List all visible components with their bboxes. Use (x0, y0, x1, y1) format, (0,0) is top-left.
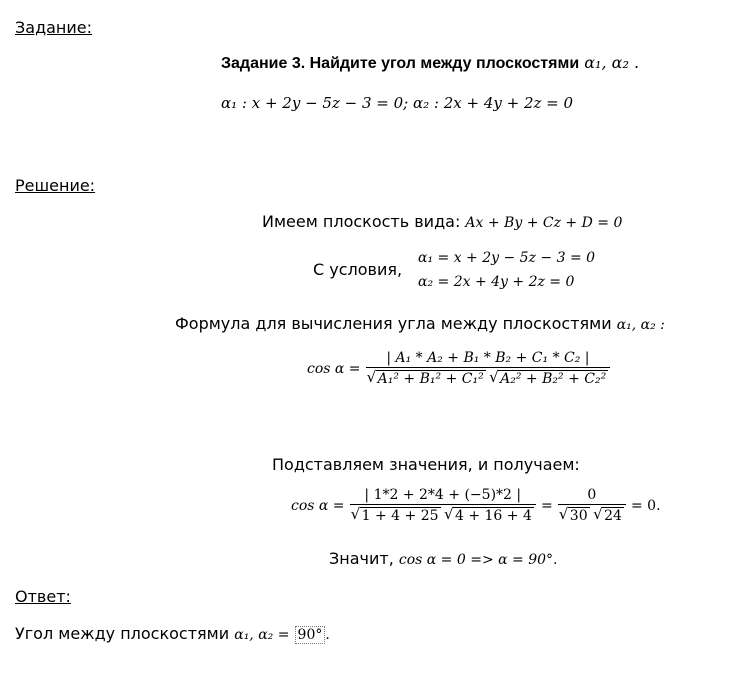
calc-result: = 0. (631, 498, 661, 514)
general-formula (307, 350, 610, 387)
conclusion-line (329, 549, 557, 568)
plane-form-formula: Ax + By + Cz + D = 0 (465, 215, 623, 231)
answer-line (15, 624, 330, 643)
condition-text: С условия, (313, 260, 403, 279)
conclusion-formula: cos α = 0 => α = 90°. (398, 552, 558, 568)
calculation-formula (291, 487, 661, 524)
general-formula-sqrt-1: √ A₁² + B₁² + C₁² (376, 370, 486, 387)
general-formula-fraction (366, 350, 611, 387)
general-formula-lhs: cos α = (307, 361, 361, 377)
task-title-line (221, 53, 639, 73)
calc-sqrt-1: √ 1 + 4 + 25 (360, 507, 441, 524)
general-formula-denominator (366, 368, 611, 387)
task-equation: α₁ : x + 2y − 5z − 3 = 0; α₂ : 2x + 4y + 2z = 0 (221, 94, 574, 112)
angle-formula-symbol: α₁, α₂ : (616, 317, 665, 333)
plane-form-text: Имеем плоскость вида: (262, 212, 461, 231)
answer-value: 90° (295, 626, 326, 644)
calc-fraction-2 (558, 487, 626, 524)
general-formula-sqrt-2: √ A₂² + B₂² + C₂² (498, 370, 608, 387)
general-formula-numerator: | A₁ * A₂ + B₁ * B₂ + C₁ * C₂ | (366, 350, 611, 368)
calc-denominator (350, 505, 536, 524)
solution-heading: Решение: (15, 176, 96, 195)
condition-eq-1: α₁ = x + 2y − 5z − 3 = 0 (418, 250, 596, 266)
calc-sqrt-3: √ 30 (568, 507, 590, 524)
task-title: Задание 3. Найдите угол между плоскостями (221, 55, 580, 72)
calc-numerator-2: 0 (558, 487, 626, 505)
calc-sqrt-4: √ 24 (602, 507, 624, 524)
answer-period: . (325, 627, 330, 643)
answer-text: Угол между плоскостями (15, 624, 230, 643)
answer-symbol: α₁, α₂ = (234, 627, 290, 643)
calc-sqrt-2: √ 4 + 16 + 4 (453, 507, 534, 524)
task-planes-symbol: α₁, α₂ . (584, 53, 640, 72)
conclusion-text: Значит, (329, 549, 394, 568)
angle-formula-text: Формула для вычисления угла между плоскостями (175, 314, 612, 333)
calc-numerator: | 1*2 + 2*4 + (−5)*2 | (350, 487, 536, 505)
calc-equals: = (540, 498, 553, 514)
calc-lhs: cos α = (291, 498, 345, 514)
calc-fraction-1 (350, 487, 536, 524)
solution-line-1 (262, 212, 622, 231)
substitute-text: Подставляем значения, и получаем: (272, 455, 580, 474)
answer-heading: Ответ: (15, 587, 71, 606)
task-heading: Задание: (15, 18, 93, 37)
condition-eq-2: α₂ = 2x + 4y + 2z = 0 (418, 274, 575, 290)
calc-denominator-2 (558, 505, 626, 524)
solution-line-3 (175, 314, 665, 333)
